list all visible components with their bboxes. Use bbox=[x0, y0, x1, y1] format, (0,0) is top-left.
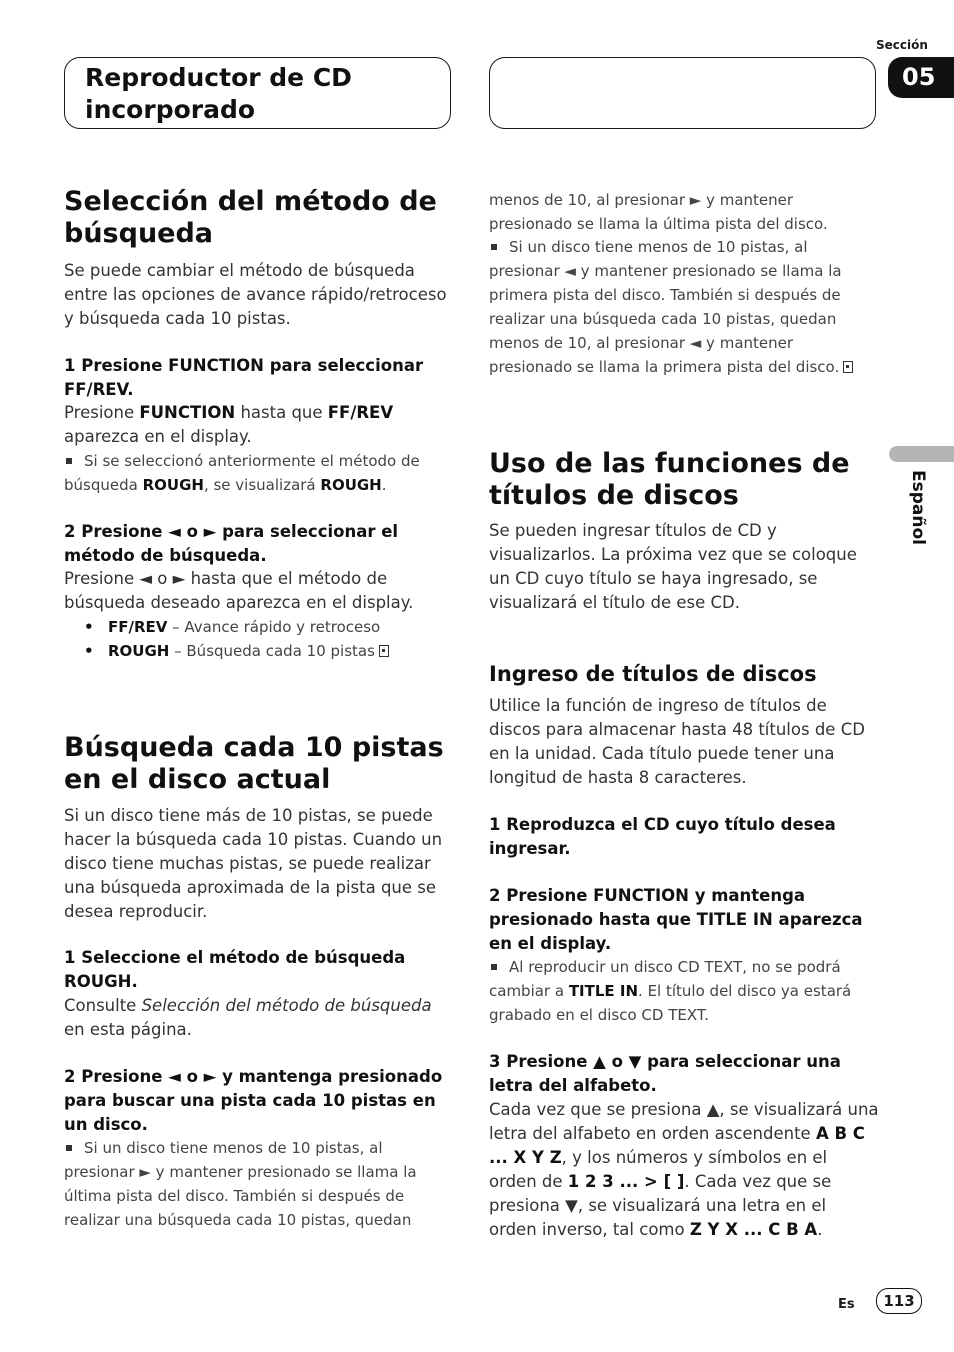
language-label: Español bbox=[908, 470, 928, 545]
step-1-rough-text: Consulte Selección del método de búsqueda en esta página. bbox=[64, 996, 432, 1039]
bullet-ffrev: • FF/REV – Avance rápido y retroceso bbox=[84, 618, 381, 636]
section-label: Sección bbox=[876, 38, 928, 52]
step-1-rough: 1 Seleccione el método de búsqueda ROUGH. bbox=[64, 948, 406, 991]
page-number: 113 bbox=[876, 1288, 922, 1314]
paragraph-entering-titles: Utilice la función de ingreso de títulos de discos para almacenar hasta 48 títulos de CD en la unidad. Cada título puede tener una longitud de hasta 8 caracteres. bbox=[489, 696, 865, 787]
paragraph-search-method: Se puede cambiar el método de búsqueda entre las opciones de avance rápido/retroceso y búsqueda cada 10 pistas. bbox=[64, 261, 447, 328]
step-2-title-in: 2 Presione FUNCTION y mantenga presionado hasta que TITLE IN aparezca en el display. bbox=[489, 886, 863, 953]
step-1-text: Presione FUNCTION hasta que FF/REV aparezca en el display. bbox=[64, 403, 394, 446]
section-number-badge: 05 bbox=[888, 57, 954, 98]
paragraph-10-track-search: Si un disco tiene más de 10 pistas, se puede hacer la búsqueda cada 10 pistas. Cuando un disco tiene muchas pistas, se puede realizar una búsqueda aproximada de la pista que se desea reproducir. bbox=[64, 806, 443, 921]
heading-10-track-search: Búsqueda cada 10 pistas en el disco actual bbox=[64, 732, 444, 795]
heading-search-method: Selección del método de búsqueda bbox=[64, 186, 437, 249]
step-3-letters: 3 Presione ▲ o ▼ para seleccionar una letra del alfabeto. bbox=[489, 1052, 841, 1095]
step-3-letters-text: Cada vez que se presiona ▲, se visualizará una letra del alfabeto en orden ascendente A B C ... X Y Z, y los números y símbolos en el orden de 1 2 3 ... > [ ]. Cada vez que se presiona ▼, se visualizará una letra en el orden inverso, tal como Z Y X ... C B A. bbox=[489, 1100, 879, 1239]
step-2-title-in-note: Al reproducir un disco CD TEXT, no se podrá cambiar a TITLE IN. El título del disco ya estará grabado en el disco CD TEXT. bbox=[489, 958, 852, 1024]
note-square-icon bbox=[491, 964, 497, 970]
footer-language-code: Es bbox=[838, 1297, 855, 1312]
note-fewer-tracks: Si un disco tiene menos de 10 pistas, al presionar ◄ y mantener presionado se llama la primera pista del disco. También si después de realizar una búsqueda cada 10 pistas, quedan menos de 10, al presionar ◄ y mantener presionado se llama la primera pista del disco. bbox=[489, 235, 879, 379]
note-continued: menos de 10, al presionar ► y mantener presionado se llama la última pista del disco. bbox=[489, 191, 828, 233]
note-square-icon bbox=[491, 244, 497, 250]
step-2-hold-note: Si un disco tiene menos de 10 pistas, al presionar ► y mantener presionado se llama la última pista del disco. También si después de realizar una búsqueda cada 10 pistas, quedan bbox=[64, 1139, 417, 1229]
note-square-icon bbox=[66, 458, 72, 464]
note-square-icon bbox=[66, 1145, 72, 1151]
end-mark-icon bbox=[379, 645, 389, 657]
language-tab bbox=[889, 446, 954, 462]
header-right-box bbox=[489, 57, 876, 129]
bullet-rough: • ROUGH – Búsqueda cada 10 pistas bbox=[84, 639, 389, 663]
paragraph-disc-titles: Se pueden ingresar títulos de CD y visualizarlos. La próxima vez que se coloque un CD cuyo título se haya ingresado, se visualizará el título de ese CD. bbox=[489, 521, 857, 612]
step-2-select: 2 Presione ◄ o ► para seleccionar el método de búsqueda. bbox=[64, 522, 399, 565]
subheading-entering-titles: Ingreso de títulos de discos bbox=[489, 662, 817, 686]
header-left-box bbox=[64, 57, 451, 129]
step-1-function: 1 Presione FUNCTION para seleccionar FF/REV. bbox=[64, 356, 424, 399]
step-1-note: Si se seleccionó anteriormente el método de búsqueda ROUGH, se visualizará ROUGH. bbox=[64, 452, 420, 494]
heading-disc-titles: Uso de las funciones de títulos de discos bbox=[489, 448, 850, 511]
chapter-title: Reproductor de CD incorporado bbox=[85, 63, 352, 124]
step-1-play-cd: 1 Reproduzca el CD cuyo título desea ingresar. bbox=[489, 815, 836, 858]
step-2-text: Presione ◄ o ► hasta que el método de búsqueda deseado aparezca en el display. bbox=[64, 569, 414, 612]
end-mark-icon bbox=[843, 361, 853, 373]
step-2-hold: 2 Presione ◄ o ► y mantenga presionado para buscar una pista cada 10 pistas en un disco. bbox=[64, 1067, 443, 1134]
